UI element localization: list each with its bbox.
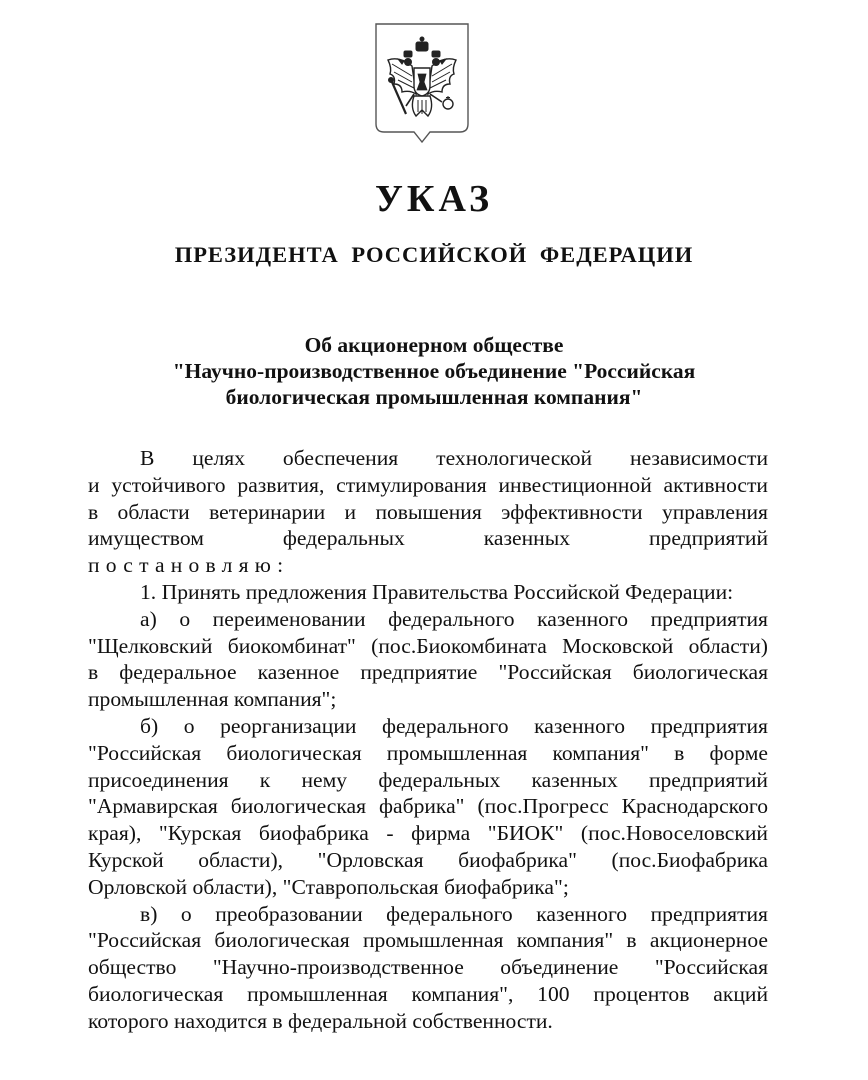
text-line: "Российская биологическая промышленная компания" в форме bbox=[88, 740, 768, 765]
resolution-word: постановляю: bbox=[88, 553, 290, 578]
text-line: общество "Научно-производственное объединение "Российская bbox=[88, 955, 768, 980]
text-line: Курской области), "Орловская биофабрика" (пос.Биофабрика bbox=[88, 847, 768, 872]
text-line: присоединения к нему федеральных казенных предприятий bbox=[88, 767, 768, 792]
heading-line: Об акционерном обществе bbox=[304, 333, 564, 357]
item-b-paragraph bbox=[88, 713, 768, 901]
heading-line: "Научно-производственное объединение "Российская bbox=[172, 359, 696, 383]
text-line: "Щелковский биокомбинат" (пос.Биокомбината Московской области) bbox=[88, 633, 768, 658]
text-line: В целях обеспечения технологической независимости bbox=[140, 446, 768, 470]
text-line: биологическая промышленная компания", 100 процентов акций bbox=[88, 981, 768, 1006]
text-line: края), "Курская биофабрика - фирма "БИОК" (пос.Новоселовский bbox=[88, 821, 768, 846]
text-line: Орловской области), "Ставропольская биофабрика"; bbox=[88, 874, 569, 899]
text-line: и устойчивого развития, стимулирования инвестиционной активности bbox=[88, 472, 768, 497]
decree-heading bbox=[0, 332, 868, 410]
double-headed-eagle-icon bbox=[388, 37, 456, 116]
preamble-paragraph bbox=[88, 445, 768, 579]
decree-body bbox=[88, 445, 768, 1035]
item-v-paragraph bbox=[88, 901, 768, 1035]
text-line: а) о переименовании федерального казенного предприятия bbox=[140, 606, 768, 631]
text-line: имуществом федеральных казенных предприятий bbox=[88, 526, 768, 551]
text-line: "Армавирская биологическая фабрика" (пос.Прогресс Краснодарского bbox=[88, 794, 768, 819]
text-line: промышленная компания"; bbox=[88, 687, 337, 712]
text-line: "Российская биологическая промышленная компания" в акционерное bbox=[88, 928, 768, 953]
text-line: в) о преобразовании федерального казенного предприятия bbox=[140, 901, 768, 926]
heading-line: биологическая промышленная компания" bbox=[225, 385, 643, 409]
decree-title: УКАЗ bbox=[375, 178, 493, 220]
item-a-paragraph bbox=[88, 606, 768, 713]
text-line: которого находится в федеральной собственности. bbox=[88, 1008, 553, 1033]
text-line: б) о реорганизации федерального казенного предприятия bbox=[140, 713, 768, 738]
text-line: в федеральное казенное предприятие "Российская биологическая bbox=[88, 660, 768, 685]
coat-of-arms-emblem bbox=[372, 20, 472, 155]
item-1: 1. Принять предложения Правительства Российской Федерации: bbox=[140, 579, 734, 604]
text-line: в области ветеринарии и повышения эффективности управления bbox=[88, 499, 768, 524]
decree-subtitle: ПРЕЗИДЕНТА РОССИЙСКОЙ ФЕДЕРАЦИИ bbox=[174, 242, 694, 267]
